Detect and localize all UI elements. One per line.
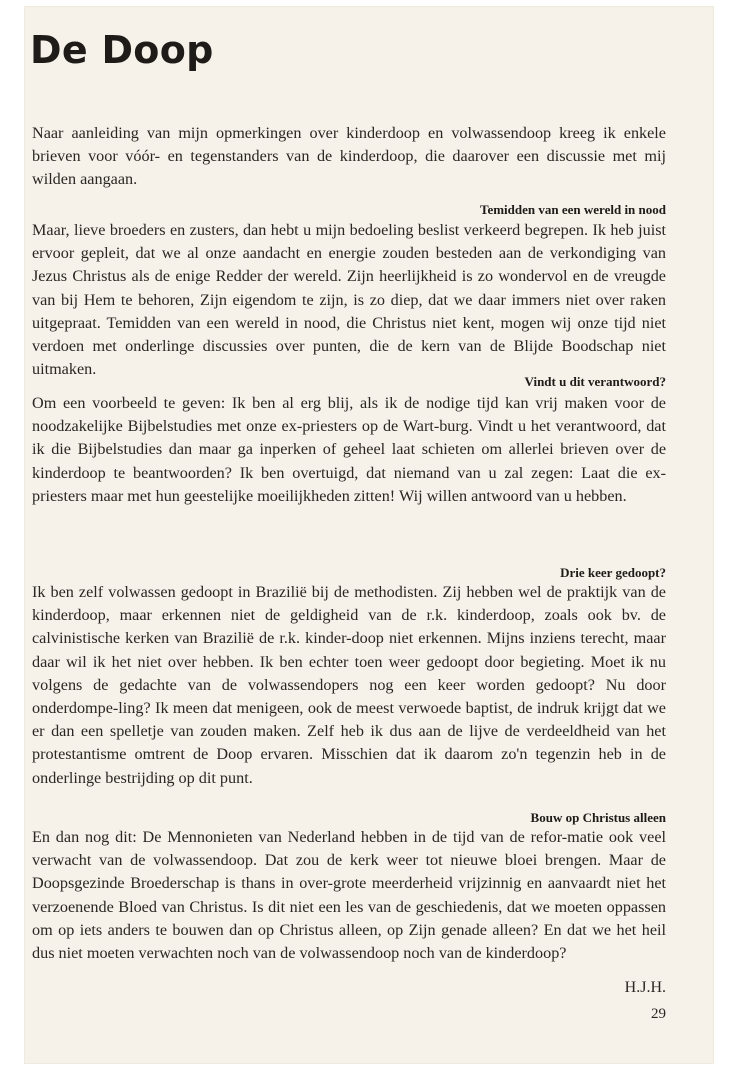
paragraph-intro: Naar aanleiding van mijn opmerkingen over kinderdoop en volwassendoop kreeg ik enkele brieven voor vóór- en tegenstanders van de kinderdoop, die daarover een discussie met mij wilden aangaan. — [32, 124, 666, 189]
section-heading-gedoopt: Drie keer gedoopt? — [560, 565, 666, 580]
page-title: De Doop — [30, 28, 214, 72]
paragraph-bouw: En dan nog dit: De Mennonieten van Nederland hebben in de tijd van de refor-matie ook veel verwacht van de volwassendoop. Dat zou de kerk weer tot nieuwe bloei brengen. Maar de Doopsgezinde Broederschap is thans in over-grote meerderheid vrijzinnig en aanvaardt niet het verzoenende Bloed van Christus. Is dit niet een les van de geschiedenis, dat we moeten oppassen om op iets anders te bouwen dan op Christus alleen, op Zijn genade alleen? En dat we het heil dus niet moeten verwachten noch van de volwassendoop noch van de kinderdoop? — [32, 828, 666, 963]
paragraph-gedoopt: Ik ben zelf volwassen gedoopt in Brazilië bij de methodisten. Zij hebben wel de praktijk van de kinderdoop, maar erkennen niet de geldigheid van de r.k. kinderdoop, zoals ook bv. de calvinistische kerken van Brazilië de r.k. kinder-doop niet erkennen. Mijns inziens terecht, maar daar wil ik het niet over hebben. Ik ben echter toen weer gedoopt door begieting. Moet ik nu volgens de gedachte van de volwassendopers nog een keer worden gedoopt? Nu door onderdompe-ling? Ik meen dat menigeen, ook de meest verwoede baptist, de indruk krijgt dat we er dan een spelletje van zouden maken. Zelf heb ik dus aan de lijve de verdeeldheid van het protestantisme omtrent de Doop ervaren. Misschien dat ik daarom zo'n tegenzin heb in de onderlinge bestrijding op dit punt. — [32, 583, 666, 787]
paragraph-temidden: Maar, lieve broeders en zusters, dan hebt u mijn bedoeling beslist verkeerd begrepen. Ik heb juist ervoor gepleit, dat we al onze aandacht en energie zouden besteden aan de verkondiging van Jezus Christus als de enige Redder der wereld. Zijn heerlijkheid is zo wondervol en de vreugde van bij Hem te behoren, Zijn eigendom te zijn, is zo diep, dat we daar immers niet over raken uitgepraat. Temidden van een wereld in nood, die Christus niet kent, mogen wij onze tijd niet verdoen met onderlinge discussies over punten, die de kern van de Blijde Boodschap niet uitmaken. — [32, 221, 666, 379]
paragraph-verantwoord: Om een voorbeeld te geven: Ik ben al erg blij, als ik de nodige tijd kan vrij maken voor de noodzakelijke Bijbelstudies met onze ex-priesters op de Wart-burg. Vindt u het verantwoord, dat ik die Bijbelstudies dan maar ga inperken of geheel laat schieten om allerlei brieven over de kinderdoop te beantwoorden? Ik ben overtuigd, dat niemand van u zal zegen: Laat die ex-priesters maar met hun geestelijke moeilijkheden zitten! Wij willen antwoord van u hebben. — [32, 394, 666, 505]
page-number: 29 — [651, 1006, 666, 1022]
section-heading-verantwoord: Vindt u dit verantwoord? — [524, 374, 666, 389]
section-heading-temidden: Temidden van een wereld in nood — [479, 202, 666, 217]
section-heading-bouw: Bouw op Christus alleen — [530, 810, 666, 825]
document-page — [24, 6, 714, 1064]
author-signature: H.J.H. — [624, 979, 666, 996]
